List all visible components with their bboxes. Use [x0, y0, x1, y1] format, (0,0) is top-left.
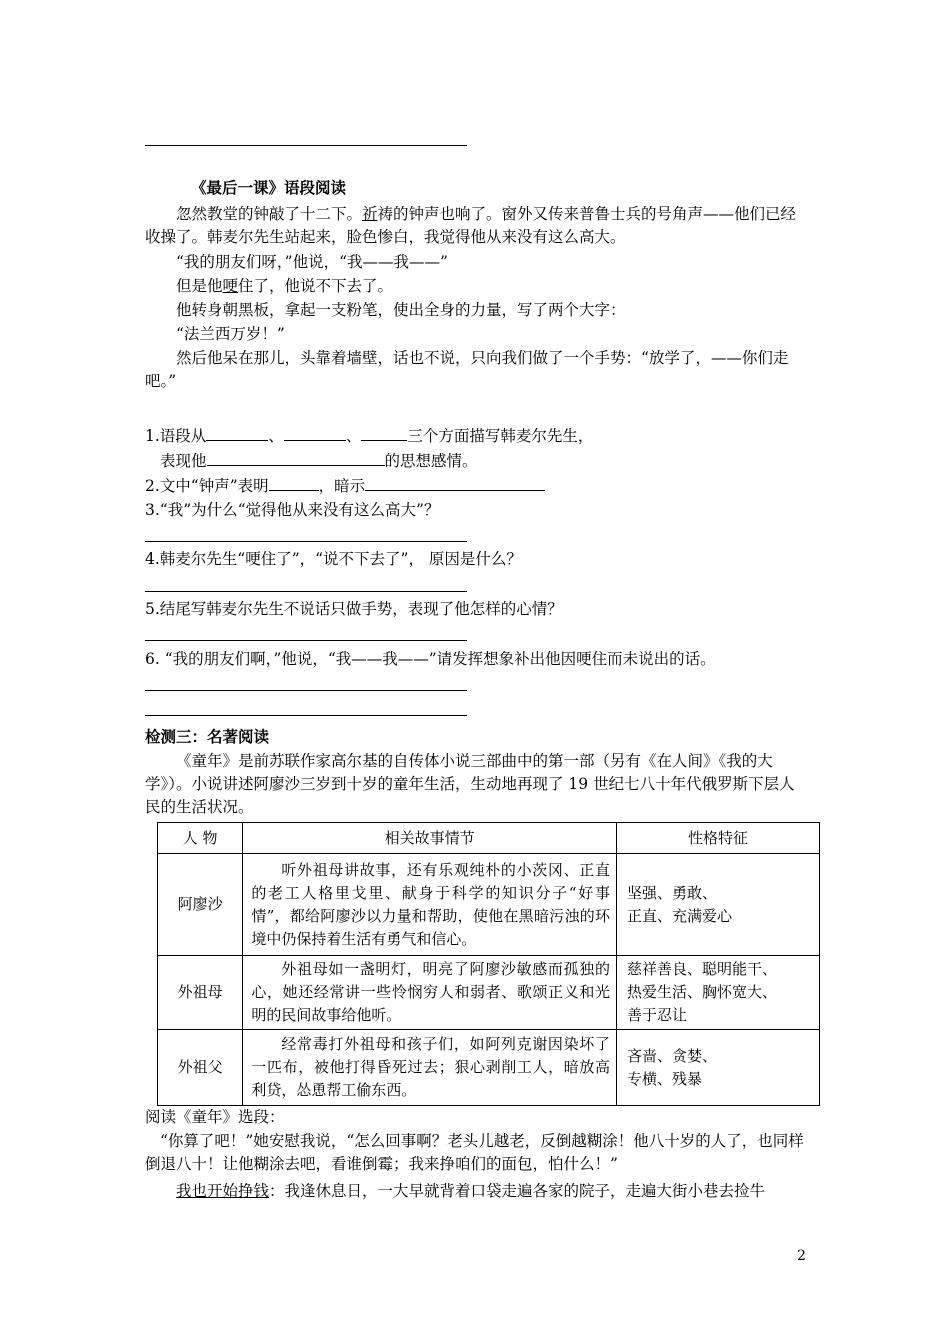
answer-blank[interactable]: [284, 424, 346, 441]
character-name: 外祖父: [158, 1030, 243, 1106]
story-plot: 经常毒打外祖母和孩子们，如阿列克谢因染坏了一匹布，被他打得昏死过去；狠心剥削工人，暗放高利贷，怂恿帮工偷东西。: [243, 1030, 617, 1106]
table-row: [158, 854, 820, 956]
character-name: 外祖母: [158, 956, 243, 1030]
question-1: 1.语段从 、 、 三个方面描写韩麦尔先生，: [145, 424, 593, 448]
question-3: 3.“我”为什么“觉得他从来没有这么高大”？: [145, 501, 440, 519]
passage-paragraph: “我的朋友们呀，”他说，“我——我——”: [176, 253, 448, 271]
question-1-continued: 表现他 的思想感情。: [160, 449, 478, 473]
section-intro: 《童年》是前苏联作家高尔基的自传体小说三部曲中的第一部（另有《在人间》《我的大学》）。小说讲述阿廖沙三岁到十岁的童年生活，生动地再现了 19 世纪七八十年代俄罗斯下层人民的生活状况。: [145, 752, 795, 816]
table-header: 性格特征: [616, 823, 819, 854]
answer-line[interactable]: [145, 715, 467, 716]
table-header-row: [158, 823, 820, 854]
table-row: [158, 956, 820, 1030]
answer-blank[interactable]: [207, 449, 385, 466]
page-number: 2: [797, 1248, 806, 1264]
passage-paragraph: 忽然教堂的钟敲了十二下。祈祷的钟声也响了。窗外又传来普鲁士兵的号角声——他们已经收操了。韩麦尔先生站起来，脸色惨白，我觉得他从来没有这么高大。: [145, 205, 797, 246]
question-5: 5.结尾写韩麦尔先生不说话只做手势，表现了他怎样的心情？: [145, 600, 563, 618]
answer-blank[interactable]: [206, 424, 268, 441]
story-plot: 外祖母如一盏明灯，明亮了阿廖沙敏感而孤独的心，她还经常讲一些怜悯穷人和弱者、歌颂正义和光明的民间故事给他听。: [243, 956, 617, 1030]
character-traits: 吝啬、贪婪、 专横、残暴: [616, 1030, 819, 1106]
answer-line[interactable]: [145, 690, 467, 691]
answer-blank[interactable]: [365, 474, 545, 491]
answer-line[interactable]: [145, 541, 467, 542]
passage-paragraph: 然后他呆在那儿，头靠着墙壁，话也不说，只向我们做了一个手势：“放学了，——你们走吧。”: [145, 349, 789, 390]
table-row: [158, 1030, 820, 1106]
section-heading: 检测三：名著阅读: [145, 728, 270, 746]
character-traits: 坚强、勇敢、 正直、充满爱心: [616, 854, 819, 956]
question-6: 6. “我的朋友们啊，”他说，“我——我——”请发挥想象补出他因哽住而未说出的话。: [145, 650, 716, 668]
excerpt-intro: 阅读《童年》选段：: [145, 1108, 285, 1126]
passage-paragraph: “法兰西万岁！”: [176, 325, 285, 343]
answer-line[interactable]: [145, 591, 467, 592]
table-header: 相关故事情节: [243, 823, 617, 854]
excerpt-paragraph: 我也开始挣钱：我逢休息日，一大早就背着口袋走遍各家的院子，走遍大街小巷去捡牛: [176, 1182, 766, 1200]
table-header: 人 物: [158, 823, 243, 854]
answer-line: [145, 145, 467, 146]
character-name: 阿廖沙: [158, 854, 243, 956]
answer-line[interactable]: [145, 640, 467, 641]
character-traits: 慈祥善良、聪明能干、 热爱生活、胸怀宽大、 善于忍让: [616, 956, 819, 1030]
question-2: 2.文中“钟声”表明 ，暗示: [145, 474, 545, 498]
passage-paragraph: 但是他哽住了，他说不下去了。: [176, 277, 394, 295]
passage-title: 《最后一课》语段阅读: [191, 179, 347, 197]
character-table: [157, 822, 820, 1106]
passage-paragraph: 他转身朝黑板，拿起一支粉笔，使出全身的力量，写了两个大字：: [176, 301, 626, 319]
answer-blank[interactable]: [361, 424, 407, 441]
answer-blank[interactable]: [269, 474, 319, 491]
story-plot: 听外祖母讲故事，还有乐观纯朴的小茨冈、正直的老工人格里戈里、献身于科学的知识分子“好事情”，都给阿廖沙以力量和帮助，使他在黑暗污浊的环境中仍保持着生活有勇气和信心。: [243, 854, 617, 956]
excerpt-paragraph: “你算了吧！”她安慰我说，“怎么回事啊？老头儿越老，反倒越糊涂！他八十岁的人了，也同样倒退八十！让他糊涂去吧，看谁倒霉；我来挣咱们的面包，怕什么！”: [145, 1132, 804, 1173]
question-4: 4.韩麦尔先生“哽住了”，“说不下去了”， 原因是什么？: [145, 550, 522, 568]
